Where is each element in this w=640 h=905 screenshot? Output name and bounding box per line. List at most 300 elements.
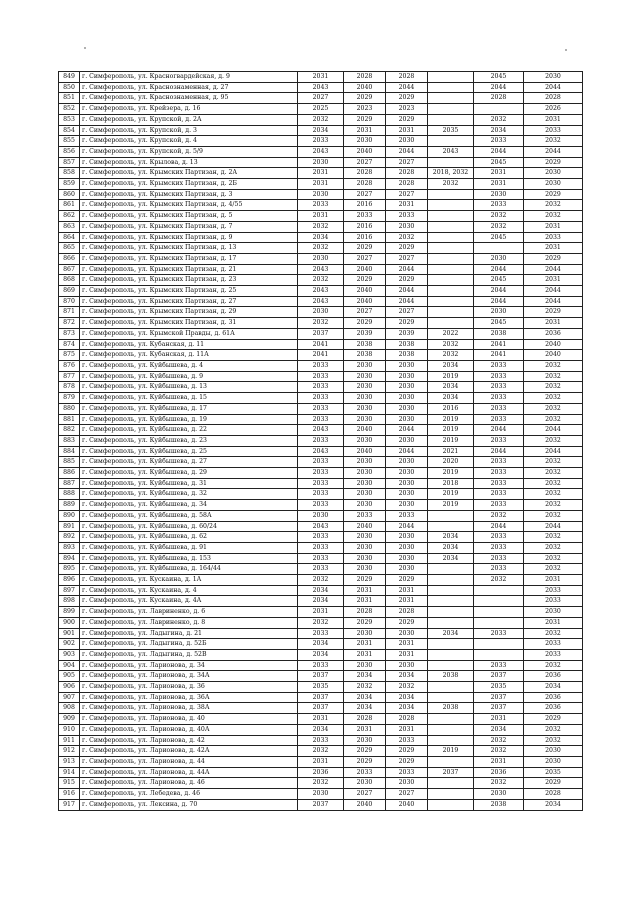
row-number-cell: 878 bbox=[59, 382, 80, 393]
year-col-3-cell: 2030 bbox=[386, 500, 428, 511]
year-col-3-cell: 2038 bbox=[386, 339, 428, 350]
table-row bbox=[59, 478, 583, 489]
table-row bbox=[59, 179, 583, 190]
year-col-1-cell: 2032 bbox=[298, 243, 344, 254]
year-col-3-cell: 2032 bbox=[386, 682, 428, 693]
year-col-1-cell: 2033 bbox=[298, 532, 344, 543]
row-number-cell: 888 bbox=[59, 489, 80, 500]
year-col-6-cell: 2032 bbox=[524, 553, 583, 564]
year-col-4-cell bbox=[428, 789, 474, 800]
year-col-5-cell: 2033 bbox=[474, 371, 524, 382]
year-col-4-cell: 2034 bbox=[428, 553, 474, 564]
year-col-6-cell: 2031 bbox=[524, 575, 583, 586]
row-number-cell: 887 bbox=[59, 478, 80, 489]
year-col-4-cell bbox=[428, 778, 474, 789]
row-number-cell: 869 bbox=[59, 286, 80, 297]
address-cell: г. Симферополь, ул. Куйбышева, д. 32 bbox=[80, 489, 298, 500]
year-col-2-cell: 2040 bbox=[344, 799, 386, 810]
table-row bbox=[59, 778, 583, 789]
year-col-1-cell: 2033 bbox=[298, 628, 344, 639]
year-col-1-cell: 2043 bbox=[298, 425, 344, 436]
year-col-6-cell: 2044 bbox=[524, 521, 583, 532]
housing-registry-table bbox=[58, 71, 583, 811]
address-cell: г. Симферополь, ул. Куйбышева, д. 27 bbox=[80, 457, 298, 468]
year-col-1-cell: 2031 bbox=[298, 757, 344, 768]
address-cell: г. Симферополь, ул. Крымских Партизан, д. 17 bbox=[80, 253, 298, 264]
address-cell: г. Симферополь, ул. Ларионова, д. 42 bbox=[80, 735, 298, 746]
table-row bbox=[59, 403, 583, 414]
year-col-1-cell: 2033 bbox=[298, 500, 344, 511]
year-col-4-cell bbox=[428, 649, 474, 660]
year-col-3-cell: 2029 bbox=[386, 746, 428, 757]
year-col-5-cell: 2045 bbox=[474, 157, 524, 168]
year-col-4-cell bbox=[428, 799, 474, 810]
address-cell: г. Симферополь, ул. Крупской, д. 3 bbox=[80, 125, 298, 136]
table-row bbox=[59, 575, 583, 586]
year-col-1-cell: 2041 bbox=[298, 339, 344, 350]
year-col-1-cell: 2032 bbox=[298, 746, 344, 757]
year-col-4-cell bbox=[428, 307, 474, 318]
row-number-cell: 854 bbox=[59, 125, 80, 136]
year-col-2-cell: 2030 bbox=[344, 660, 386, 671]
year-col-1-cell: 2034 bbox=[298, 649, 344, 660]
year-col-5-cell: 2044 bbox=[474, 146, 524, 157]
year-col-2-cell: 2040 bbox=[344, 521, 386, 532]
table-row bbox=[59, 735, 583, 746]
year-col-5-cell: 2030 bbox=[474, 307, 524, 318]
year-col-4-cell bbox=[428, 104, 474, 115]
year-col-3-cell: 2030 bbox=[386, 532, 428, 543]
address-cell: г. Симферополь, ул. Кускаина, д. 4 bbox=[80, 585, 298, 596]
year-col-2-cell: 2028 bbox=[344, 179, 386, 190]
table-row bbox=[59, 799, 583, 810]
year-col-4-cell: 2019 bbox=[428, 746, 474, 757]
table-row bbox=[59, 93, 583, 104]
year-col-1-cell: 2037 bbox=[298, 692, 344, 703]
row-number-cell: 857 bbox=[59, 157, 80, 168]
year-col-5-cell: 2034 bbox=[474, 125, 524, 136]
table-row bbox=[59, 468, 583, 479]
year-col-4-cell: 2020 bbox=[428, 457, 474, 468]
year-col-5-cell: 2044 bbox=[474, 286, 524, 297]
table-row bbox=[59, 446, 583, 457]
year-col-2-cell: 2030 bbox=[344, 500, 386, 511]
year-col-3-cell: 2032 bbox=[386, 232, 428, 243]
year-col-4-cell bbox=[428, 200, 474, 211]
year-col-1-cell: 2034 bbox=[298, 232, 344, 243]
year-col-1-cell: 2043 bbox=[298, 521, 344, 532]
year-col-2-cell: 2029 bbox=[344, 318, 386, 329]
year-col-6-cell: 2028 bbox=[524, 789, 583, 800]
year-col-2-cell: 2023 bbox=[344, 104, 386, 115]
year-col-2-cell: 2029 bbox=[344, 746, 386, 757]
address-cell: г. Симферополь, ул. Куйбышева, д. 15 bbox=[80, 393, 298, 404]
table-row bbox=[59, 286, 583, 297]
table-row bbox=[59, 542, 583, 553]
year-col-5-cell: 2033 bbox=[474, 136, 524, 147]
year-col-3-cell: 2044 bbox=[386, 82, 428, 93]
year-col-2-cell: 2029 bbox=[344, 275, 386, 286]
year-col-1-cell: 2033 bbox=[298, 478, 344, 489]
table-row bbox=[59, 500, 583, 511]
year-col-6-cell: 2030 bbox=[524, 72, 583, 83]
year-col-6-cell: 2032 bbox=[524, 735, 583, 746]
year-col-1-cell: 2034 bbox=[298, 125, 344, 136]
year-col-1-cell: 2032 bbox=[298, 221, 344, 232]
table-row bbox=[59, 296, 583, 307]
year-col-5-cell bbox=[474, 585, 524, 596]
year-col-6-cell: 2033 bbox=[524, 585, 583, 596]
year-col-4-cell bbox=[428, 221, 474, 232]
year-col-2-cell: 2030 bbox=[344, 735, 386, 746]
year-col-4-cell: 2037 bbox=[428, 767, 474, 778]
year-col-4-cell bbox=[428, 692, 474, 703]
year-col-2-cell: 2027 bbox=[344, 789, 386, 800]
year-col-4-cell bbox=[428, 243, 474, 254]
year-col-4-cell bbox=[428, 714, 474, 725]
table-row bbox=[59, 703, 583, 714]
year-col-6-cell: 2032 bbox=[524, 660, 583, 671]
year-col-6-cell: 2036 bbox=[524, 703, 583, 714]
year-col-3-cell: 2031 bbox=[386, 596, 428, 607]
row-number-cell: 874 bbox=[59, 339, 80, 350]
table-row bbox=[59, 371, 583, 382]
year-col-1-cell: 2030 bbox=[298, 157, 344, 168]
year-col-5-cell: 2045 bbox=[474, 275, 524, 286]
year-col-6-cell: 2032 bbox=[524, 435, 583, 446]
address-cell: г. Симферополь, ул. Ларионова, д. 38А bbox=[80, 703, 298, 714]
year-col-1-cell: 2033 bbox=[298, 414, 344, 425]
year-col-6-cell: 2030 bbox=[524, 179, 583, 190]
year-col-6-cell: 2031 bbox=[524, 243, 583, 254]
year-col-4-cell: 2019 bbox=[428, 425, 474, 436]
year-col-4-cell: 2034 bbox=[428, 393, 474, 404]
table-body bbox=[59, 72, 583, 811]
table-row bbox=[59, 264, 583, 275]
year-col-3-cell: 2030 bbox=[386, 403, 428, 414]
table-row bbox=[59, 136, 583, 147]
row-number-cell: 884 bbox=[59, 446, 80, 457]
document-page bbox=[58, 71, 583, 811]
year-col-4-cell bbox=[428, 296, 474, 307]
table-row bbox=[59, 435, 583, 446]
year-col-6-cell: 2032 bbox=[524, 478, 583, 489]
table-row bbox=[59, 457, 583, 468]
year-col-2-cell: 2030 bbox=[344, 564, 386, 575]
table-row bbox=[59, 639, 583, 650]
year-col-6-cell: 2029 bbox=[524, 778, 583, 789]
year-col-4-cell bbox=[428, 114, 474, 125]
year-col-4-cell: 2038 bbox=[428, 703, 474, 714]
row-number-cell: 865 bbox=[59, 243, 80, 254]
year-col-1-cell: 2041 bbox=[298, 350, 344, 361]
year-col-4-cell bbox=[428, 136, 474, 147]
year-col-4-cell bbox=[428, 564, 474, 575]
address-cell: г. Симферополь, ул. Крымских Партизан, д. 4/55 bbox=[80, 200, 298, 211]
year-col-5-cell: 2033 bbox=[474, 542, 524, 553]
year-col-3-cell: 2023 bbox=[386, 104, 428, 115]
table-row bbox=[59, 232, 583, 243]
year-col-6-cell: 2030 bbox=[524, 168, 583, 179]
row-number-cell: 868 bbox=[59, 275, 80, 286]
year-col-1-cell: 2031 bbox=[298, 72, 344, 83]
year-col-4-cell bbox=[428, 72, 474, 83]
year-col-6-cell: 2034 bbox=[524, 799, 583, 810]
year-col-2-cell: 2040 bbox=[344, 146, 386, 157]
year-col-1-cell: 2032 bbox=[298, 275, 344, 286]
year-col-6-cell: 2030 bbox=[524, 746, 583, 757]
table-row bbox=[59, 628, 583, 639]
year-col-6-cell: 2036 bbox=[524, 671, 583, 682]
address-cell: г. Симферополь, ул. Ларионова, д. 42А bbox=[80, 746, 298, 757]
table-row bbox=[59, 489, 583, 500]
table-row bbox=[59, 146, 583, 157]
year-col-2-cell: 2029 bbox=[344, 93, 386, 104]
year-col-3-cell: 2033 bbox=[386, 735, 428, 746]
year-col-4-cell bbox=[428, 639, 474, 650]
year-col-6-cell: 2032 bbox=[524, 542, 583, 553]
year-col-6-cell: 2033 bbox=[524, 125, 583, 136]
year-col-2-cell: 2034 bbox=[344, 703, 386, 714]
scan-speck bbox=[84, 47, 86, 49]
year-col-6-cell: 2033 bbox=[524, 639, 583, 650]
year-col-5-cell bbox=[474, 243, 524, 254]
table-row bbox=[59, 585, 583, 596]
address-cell: г. Симферополь, ул. Ларионова, д. 34 bbox=[80, 660, 298, 671]
year-col-3-cell: 2044 bbox=[386, 446, 428, 457]
year-col-2-cell: 2030 bbox=[344, 468, 386, 479]
year-col-5-cell: 2044 bbox=[474, 82, 524, 93]
year-col-1-cell: 2037 bbox=[298, 703, 344, 714]
year-col-4-cell: 2021 bbox=[428, 446, 474, 457]
year-col-4-cell: 2035 bbox=[428, 125, 474, 136]
year-col-3-cell: 2039 bbox=[386, 328, 428, 339]
address-cell: г. Симферополь, ул. Куйбышева, д. 4 bbox=[80, 360, 298, 371]
year-col-4-cell: 2019 bbox=[428, 371, 474, 382]
year-col-1-cell: 2025 bbox=[298, 104, 344, 115]
year-col-3-cell: 2030 bbox=[386, 553, 428, 564]
year-col-5-cell: 2037 bbox=[474, 671, 524, 682]
year-col-5-cell bbox=[474, 596, 524, 607]
year-col-5-cell: 2033 bbox=[474, 403, 524, 414]
year-col-3-cell: 2044 bbox=[386, 286, 428, 297]
year-col-4-cell: 2038 bbox=[428, 671, 474, 682]
year-col-2-cell: 2040 bbox=[344, 286, 386, 297]
year-col-2-cell: 2028 bbox=[344, 168, 386, 179]
address-cell: г. Симферополь, ул. Ларионова, д. 44А bbox=[80, 767, 298, 778]
year-col-1-cell: 2030 bbox=[298, 789, 344, 800]
year-col-6-cell: 2044 bbox=[524, 286, 583, 297]
year-col-4-cell bbox=[428, 189, 474, 200]
year-col-1-cell: 2043 bbox=[298, 296, 344, 307]
year-col-2-cell: 2028 bbox=[344, 714, 386, 725]
table-row bbox=[59, 649, 583, 660]
address-cell: г. Симферополь, ул. Крымских Партизан, д. 23 bbox=[80, 275, 298, 286]
scan-speck bbox=[565, 49, 567, 51]
year-col-3-cell: 2030 bbox=[386, 468, 428, 479]
address-cell: г. Симферополь, ул. Куйбышева, д. 153 bbox=[80, 553, 298, 564]
address-cell: г. Симферополь, ул. Ладыгина, д. 21 bbox=[80, 628, 298, 639]
row-number-cell: 858 bbox=[59, 168, 80, 179]
table-row bbox=[59, 125, 583, 136]
year-col-5-cell: 2032 bbox=[474, 575, 524, 586]
table-row bbox=[59, 221, 583, 232]
year-col-1-cell: 2037 bbox=[298, 799, 344, 810]
year-col-1-cell: 2033 bbox=[298, 136, 344, 147]
row-number-cell: 903 bbox=[59, 649, 80, 660]
address-cell: г. Симферополь, ул. Краснознаменная, д. 27 bbox=[80, 82, 298, 93]
address-cell: г. Симферополь, ул. Крымских Партизан, д. 2Б bbox=[80, 179, 298, 190]
row-number-cell: 886 bbox=[59, 468, 80, 479]
year-col-6-cell: 2032 bbox=[524, 211, 583, 222]
year-col-3-cell: 2029 bbox=[386, 243, 428, 254]
year-col-1-cell: 2032 bbox=[298, 617, 344, 628]
year-col-4-cell bbox=[428, 596, 474, 607]
table-row bbox=[59, 189, 583, 200]
year-col-3-cell: 2027 bbox=[386, 189, 428, 200]
address-cell: г. Симферополь, ул. Куйбышева, д. 31 bbox=[80, 478, 298, 489]
year-col-5-cell: 2030 bbox=[474, 789, 524, 800]
table-row bbox=[59, 425, 583, 436]
year-col-6-cell: 2032 bbox=[524, 136, 583, 147]
address-cell: г. Симферополь, ул. Крылова, д. 13 bbox=[80, 157, 298, 168]
year-col-3-cell: 2030 bbox=[386, 542, 428, 553]
year-col-5-cell bbox=[474, 639, 524, 650]
year-col-6-cell: 2032 bbox=[524, 382, 583, 393]
year-col-6-cell: 2029 bbox=[524, 189, 583, 200]
year-col-3-cell: 2044 bbox=[386, 264, 428, 275]
year-col-5-cell: 2044 bbox=[474, 425, 524, 436]
year-col-6-cell: 2031 bbox=[524, 617, 583, 628]
row-number-cell: 885 bbox=[59, 457, 80, 468]
year-col-3-cell: 2030 bbox=[386, 489, 428, 500]
year-col-5-cell: 2030 bbox=[474, 189, 524, 200]
table-row bbox=[59, 767, 583, 778]
address-cell: г. Симферополь, ул. Крымских Партизан, д. 31 bbox=[80, 318, 298, 329]
table-row bbox=[59, 243, 583, 254]
table-row bbox=[59, 350, 583, 361]
year-col-3-cell: 2030 bbox=[386, 136, 428, 147]
row-number-cell: 864 bbox=[59, 232, 80, 243]
table-row bbox=[59, 564, 583, 575]
row-number-cell: 904 bbox=[59, 660, 80, 671]
address-cell: г. Симферополь, ул. Куйбышева, д. 29 bbox=[80, 468, 298, 479]
address-cell: г. Симферополь, ул. Куйбышева, д. 22 bbox=[80, 425, 298, 436]
year-col-6-cell: 2032 bbox=[524, 371, 583, 382]
year-col-5-cell: 2032 bbox=[474, 778, 524, 789]
year-col-4-cell bbox=[428, 232, 474, 243]
row-number-cell: 871 bbox=[59, 307, 80, 318]
year-col-2-cell: 2031 bbox=[344, 585, 386, 596]
year-col-1-cell: 2033 bbox=[298, 553, 344, 564]
year-col-6-cell: 2032 bbox=[524, 500, 583, 511]
year-col-2-cell: 2030 bbox=[344, 371, 386, 382]
row-number-cell: 850 bbox=[59, 82, 80, 93]
year-col-2-cell: 2016 bbox=[344, 200, 386, 211]
year-col-4-cell bbox=[428, 253, 474, 264]
year-col-1-cell: 2033 bbox=[298, 457, 344, 468]
year-col-6-cell: 2032 bbox=[524, 393, 583, 404]
year-col-2-cell: 2032 bbox=[344, 682, 386, 693]
address-cell: г. Симферополь, ул. Куйбышева, д. 164/44 bbox=[80, 564, 298, 575]
year-col-5-cell bbox=[474, 617, 524, 628]
row-number-cell: 894 bbox=[59, 553, 80, 564]
address-cell: г. Симферополь, ул. Красногвардейская, д. 9 bbox=[80, 72, 298, 83]
year-col-5-cell: 2033 bbox=[474, 553, 524, 564]
year-col-3-cell: 2030 bbox=[386, 360, 428, 371]
year-col-5-cell: 2045 bbox=[474, 72, 524, 83]
row-number-cell: 856 bbox=[59, 146, 80, 157]
year-col-1-cell: 2027 bbox=[298, 93, 344, 104]
year-col-2-cell: 2040 bbox=[344, 446, 386, 457]
year-col-4-cell bbox=[428, 82, 474, 93]
year-col-5-cell: 2033 bbox=[474, 382, 524, 393]
year-col-1-cell: 2031 bbox=[298, 211, 344, 222]
row-number-cell: 912 bbox=[59, 746, 80, 757]
table-row bbox=[59, 414, 583, 425]
year-col-1-cell: 2043 bbox=[298, 286, 344, 297]
year-col-2-cell: 2030 bbox=[344, 403, 386, 414]
year-col-6-cell: 2031 bbox=[524, 114, 583, 125]
address-cell: г. Симферополь, ул. Лебедева, д. 46 bbox=[80, 789, 298, 800]
table-row bbox=[59, 660, 583, 671]
year-col-1-cell: 2034 bbox=[298, 639, 344, 650]
address-cell: г. Симферополь, ул. Куйбышева, д. 60/24 bbox=[80, 521, 298, 532]
address-cell: г. Симферополь, ул. Ларионова, д. 36 bbox=[80, 682, 298, 693]
address-cell: г. Симферополь, ул. Ларионова, д. 40А bbox=[80, 724, 298, 735]
year-col-6-cell: 2032 bbox=[524, 489, 583, 500]
year-col-1-cell: 2033 bbox=[298, 393, 344, 404]
row-number-cell: 866 bbox=[59, 253, 80, 264]
year-col-2-cell: 2029 bbox=[344, 575, 386, 586]
year-col-2-cell: 2039 bbox=[344, 328, 386, 339]
year-col-1-cell: 2034 bbox=[298, 596, 344, 607]
row-number-cell: 851 bbox=[59, 93, 80, 104]
address-cell: г. Симферополь, ул. Куйбышева, д. 23 bbox=[80, 435, 298, 446]
row-number-cell: 861 bbox=[59, 200, 80, 211]
year-col-4-cell bbox=[428, 735, 474, 746]
year-col-2-cell: 2030 bbox=[344, 532, 386, 543]
year-col-2-cell: 2029 bbox=[344, 114, 386, 125]
year-col-2-cell: 2030 bbox=[344, 542, 386, 553]
year-col-4-cell: 2043 bbox=[428, 146, 474, 157]
table-row bbox=[59, 114, 583, 125]
year-col-5-cell: 2034 bbox=[474, 724, 524, 735]
year-col-4-cell bbox=[428, 682, 474, 693]
year-col-6-cell: 2036 bbox=[524, 328, 583, 339]
year-col-5-cell: 2033 bbox=[474, 628, 524, 639]
year-col-1-cell: 2032 bbox=[298, 318, 344, 329]
address-cell: г. Симферополь, ул. Крымской Правды, д. 61А bbox=[80, 328, 298, 339]
year-col-5-cell: 2033 bbox=[474, 360, 524, 371]
year-col-5-cell: 2033 bbox=[474, 500, 524, 511]
year-col-5-cell: 2044 bbox=[474, 446, 524, 457]
year-col-2-cell: 2034 bbox=[344, 692, 386, 703]
row-number-cell: 872 bbox=[59, 318, 80, 329]
table-row bbox=[59, 671, 583, 682]
year-col-2-cell: 2027 bbox=[344, 253, 386, 264]
year-col-4-cell: 2018, 2032 bbox=[428, 168, 474, 179]
year-col-4-cell bbox=[428, 264, 474, 275]
year-col-6-cell: 2040 bbox=[524, 350, 583, 361]
table-row bbox=[59, 617, 583, 628]
year-col-1-cell: 2030 bbox=[298, 510, 344, 521]
year-col-5-cell: 2033 bbox=[474, 435, 524, 446]
year-col-1-cell: 2033 bbox=[298, 382, 344, 393]
year-col-4-cell: 2034 bbox=[428, 382, 474, 393]
year-col-1-cell: 2031 bbox=[298, 168, 344, 179]
table-row bbox=[59, 318, 583, 329]
